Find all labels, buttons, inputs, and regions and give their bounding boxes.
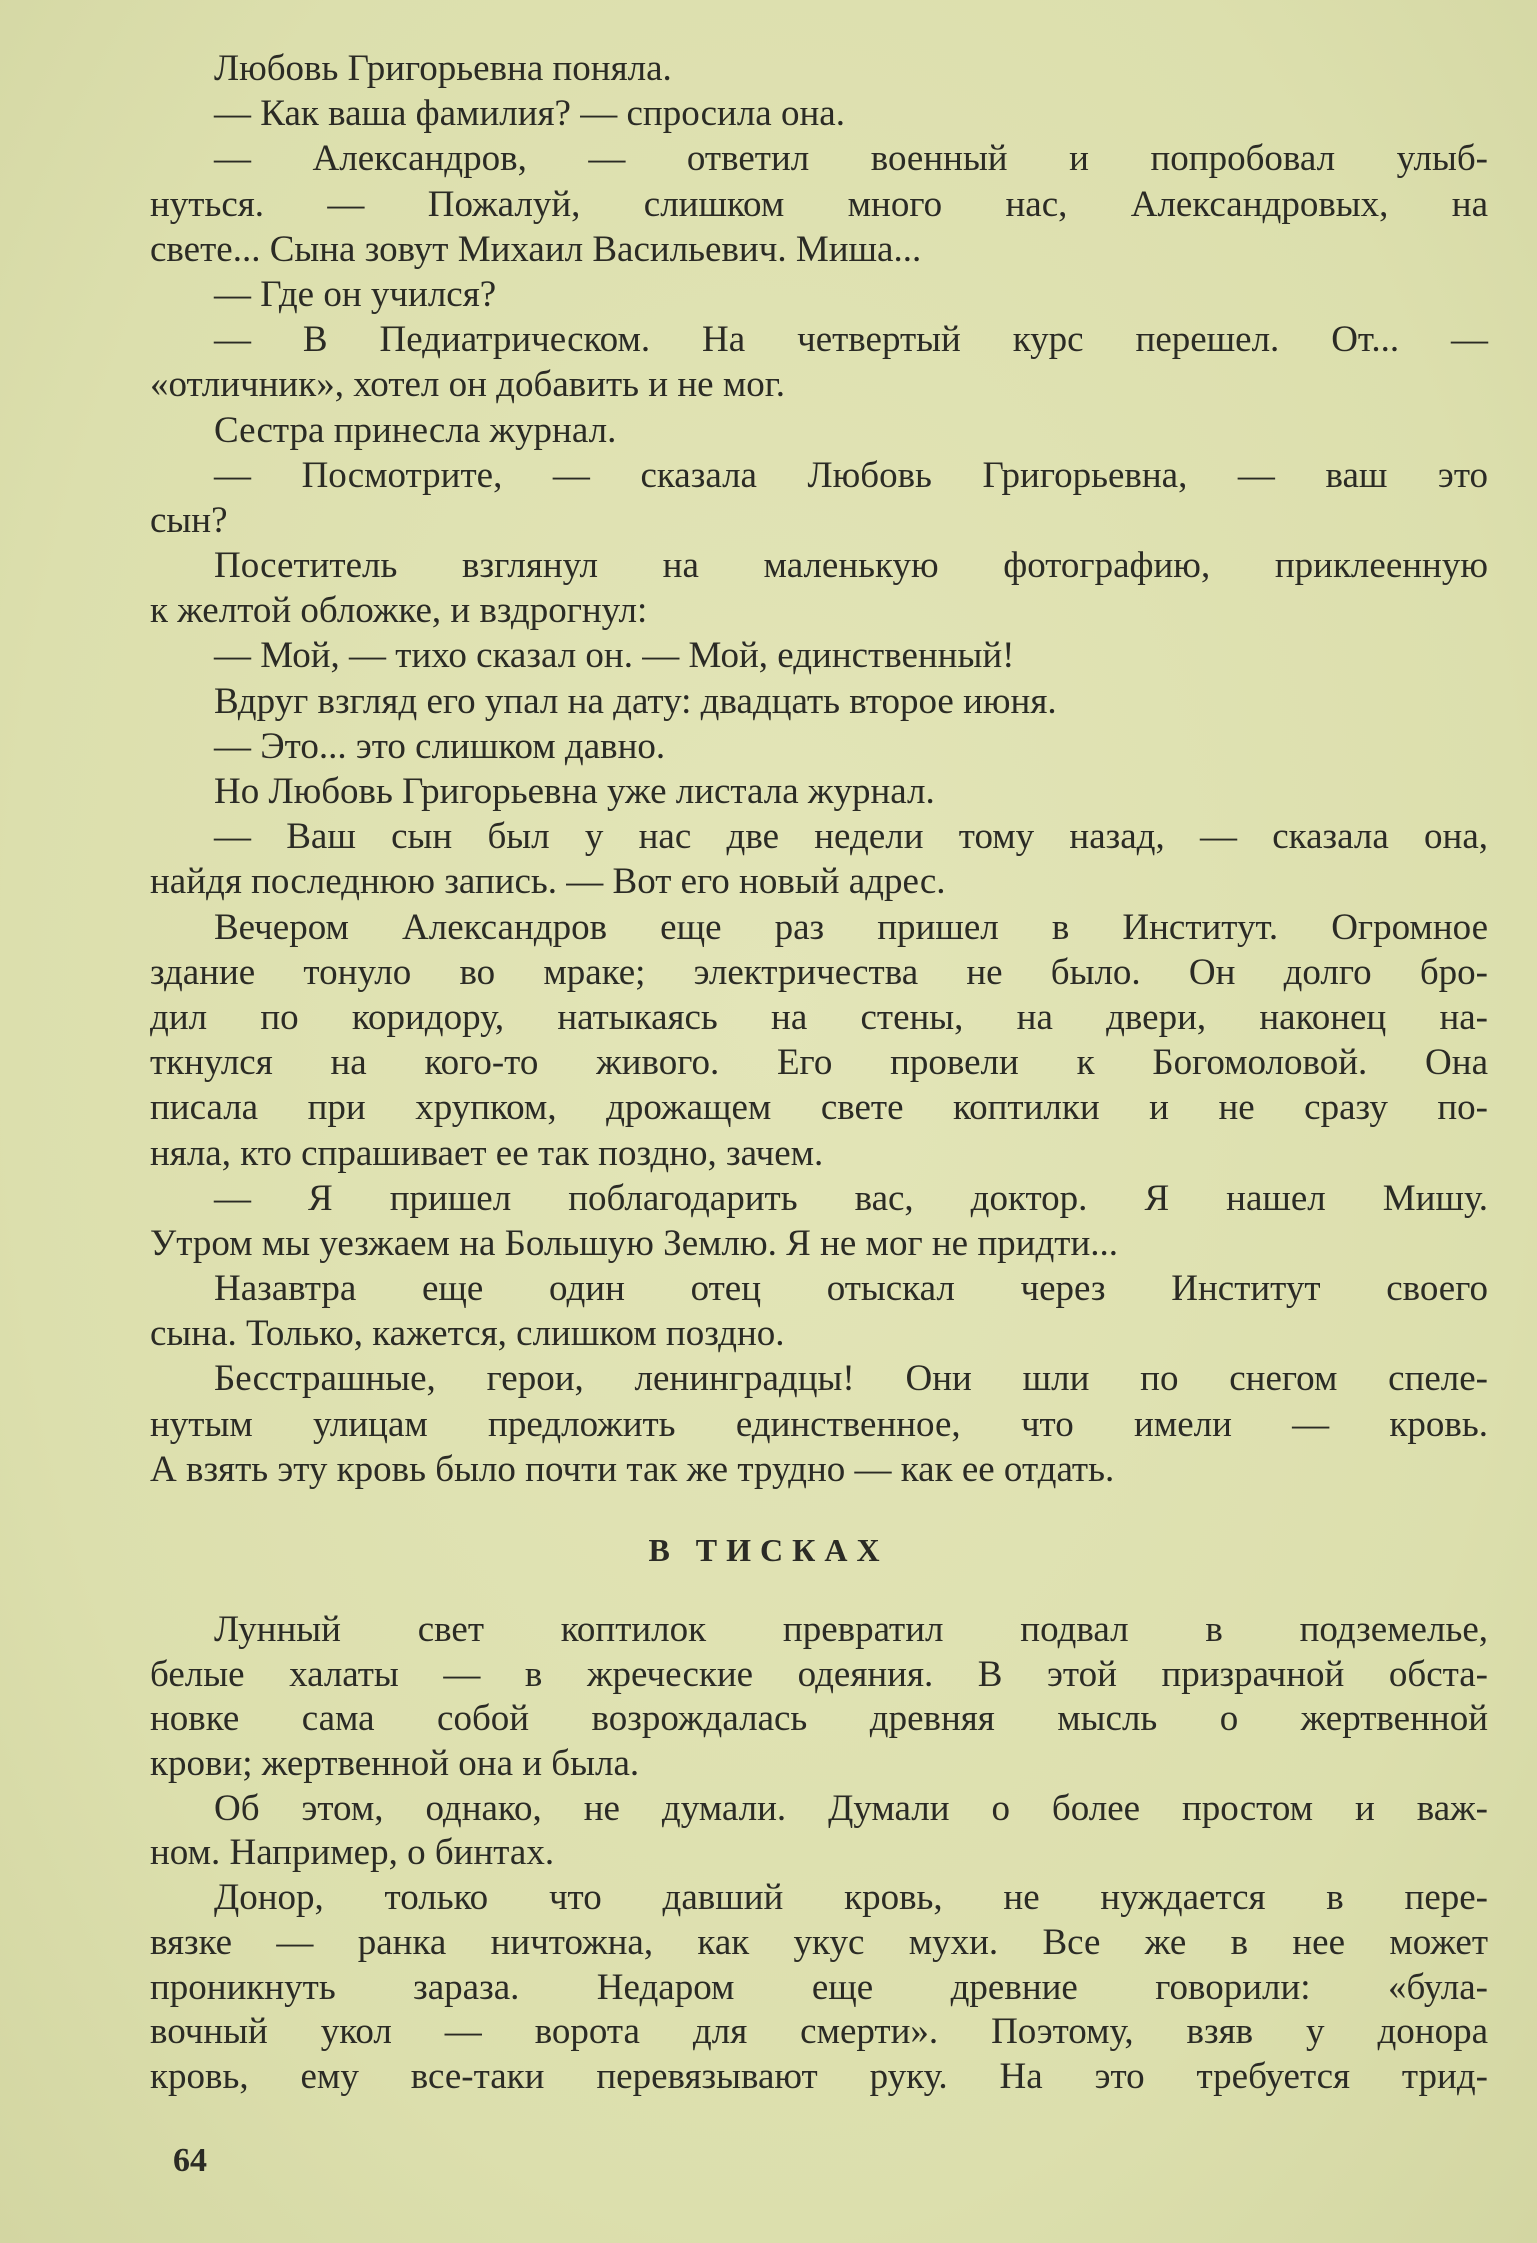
text-line: белые халаты — в жреческие одеяния. В этой призрачной обста- — [150, 1653, 1488, 1695]
text-line: Об этом, однако, не думали. Думали о более простом и важ- — [214, 1787, 1488, 1829]
section-text-top — [150, 46, 1488, 1492]
text-line: дил по коридору, натыкаясь на стены, на двери, наконец на- — [150, 996, 1488, 1038]
text-line: сын? — [150, 499, 228, 541]
paragraph — [150, 1876, 1488, 2099]
paragraph — [150, 1266, 1488, 1356]
text-line: Но Любовь Григорьевна уже листала журнал. — [214, 771, 935, 812]
text-line: найдя последнюю запись. — Вот его новый адрес. — [150, 861, 946, 903]
text-line: вязке — ранка ничтожна, как укус мухи. Все же в нее может — [150, 1921, 1488, 1963]
text-line: — Мой, — тихо сказал он. — Мой, единственный! — [214, 635, 1015, 677]
text-line: Вечером Александров еще раз пришел в Институт. Огромное — [214, 906, 1488, 948]
paragraph — [150, 633, 1488, 678]
text-line: Сестра принесла журнал. — [214, 409, 617, 451]
section-heading: В ТИСКАХ — [648, 1532, 889, 1568]
paragraph — [150, 1176, 1488, 1266]
text-line: свете... Сына зовут Михаил Васильевич. Миша... — [150, 228, 922, 270]
text-line: писала при хрупком, дрожащем свете коптилки и не сразу по- — [150, 1087, 1488, 1129]
paragraph — [150, 1356, 1488, 1492]
paragraph — [150, 769, 1488, 814]
text-line: — Как ваша фамилия? — спросила она. — [214, 93, 845, 135]
page-number: 64 — [173, 2142, 207, 2179]
text-line: Любовь Григорьевна поняла. — [214, 48, 672, 89]
text-line: — Александров, — ответил военный и попробовал улыб- — [214, 138, 1488, 180]
text-line: здание тонуло во мраке; электричества не было. Он долго бро- — [150, 951, 1488, 993]
text-line: — Где он учился? — [214, 273, 497, 315]
text-line: ткнулся на кого-то живого. Его провели к Богомоловой. Она — [150, 1042, 1488, 1084]
paragraph — [150, 317, 1488, 407]
text-line: Вдруг взгляд его упал на дату: двадцать второе июня. — [214, 680, 1057, 722]
paragraph — [150, 814, 1488, 904]
text-line: вочный укол — ворота для смерти». Поэтому, взяв у донора — [150, 2011, 1488, 2053]
paragraph — [150, 408, 1488, 453]
text-line: Лунный свет коптилок превратил подвал в подземелье, — [214, 1609, 1488, 1650]
text-line: «отличник», хотел он добавить и не мог. — [150, 364, 785, 406]
text-line: проникнуть зараза. Недаром еще древние говорили: «була- — [150, 1966, 1488, 2008]
paragraph — [150, 905, 1488, 1176]
paragraph — [150, 1608, 1488, 1787]
section-text-v-tiskakh — [150, 1608, 1488, 2100]
paragraph — [150, 453, 1488, 543]
text-line: — В Педиатрическом. На четвертый курс перешел. От... — — [214, 319, 1488, 361]
text-line: крови; жертвенной она и была. — [150, 1743, 640, 1785]
text-line: Посетитель взглянул на маленькую фотографию, приклеенную — [214, 545, 1488, 587]
paragraph — [150, 136, 1488, 272]
text-line: нуться. — Пожалуй, слишком много нас, Александровых, на — [150, 183, 1488, 225]
text-line: ном. Например, о бинтах. — [150, 1832, 555, 1874]
text-line: к желтой обложке, и вздрогнул: — [150, 590, 648, 632]
paragraph — [150, 46, 1488, 91]
text-line: — Это... это слишком давно. — [214, 725, 666, 767]
text-line: новке сама собой возрождалась древняя мысль о жертвенной — [150, 1698, 1488, 1740]
text-line: Утром мы уезжаем на Большую Землю. Я не мог не придти... — [150, 1222, 1118, 1264]
text-line: кровь, ему все-таки перевязывают руку. На это требуется трид- — [150, 2055, 1488, 2097]
paragraph — [150, 724, 1488, 769]
paragraph — [150, 679, 1488, 724]
paragraph — [150, 543, 1488, 633]
text-line: — Ваш сын был у нас две недели тому назад, — сказала она, — [214, 816, 1488, 858]
text-line: няла, кто спрашивает ее так поздно, зачем. — [150, 1132, 824, 1174]
paragraph — [150, 1787, 1488, 1876]
text-line: А взять эту кровь было почти так же трудно — как ее отдать. — [150, 1448, 1115, 1490]
text-line: Бесстрашные, герои, ленинградцы! Они шли по снегом спеле- — [214, 1358, 1488, 1400]
text-line: Донор, только что давший кровь, не нуждается в пере- — [214, 1877, 1488, 1919]
text-line: Назавтра еще один отец отыскал через Институт своего — [214, 1268, 1488, 1310]
text-line: нутым улицам предложить единственное, что имели — кровь. — [150, 1403, 1488, 1445]
paragraph — [150, 91, 1488, 136]
text-line: сына. Только, кажется, слишком поздно. — [150, 1313, 785, 1355]
text-line: — Я пришел поблагодарить вас, доктор. Я нашел Мишу. — [214, 1177, 1488, 1219]
paragraph — [150, 272, 1488, 317]
text-line: — Посмотрите, — сказала Любовь Григорьевна, — ваш это — [214, 454, 1488, 496]
